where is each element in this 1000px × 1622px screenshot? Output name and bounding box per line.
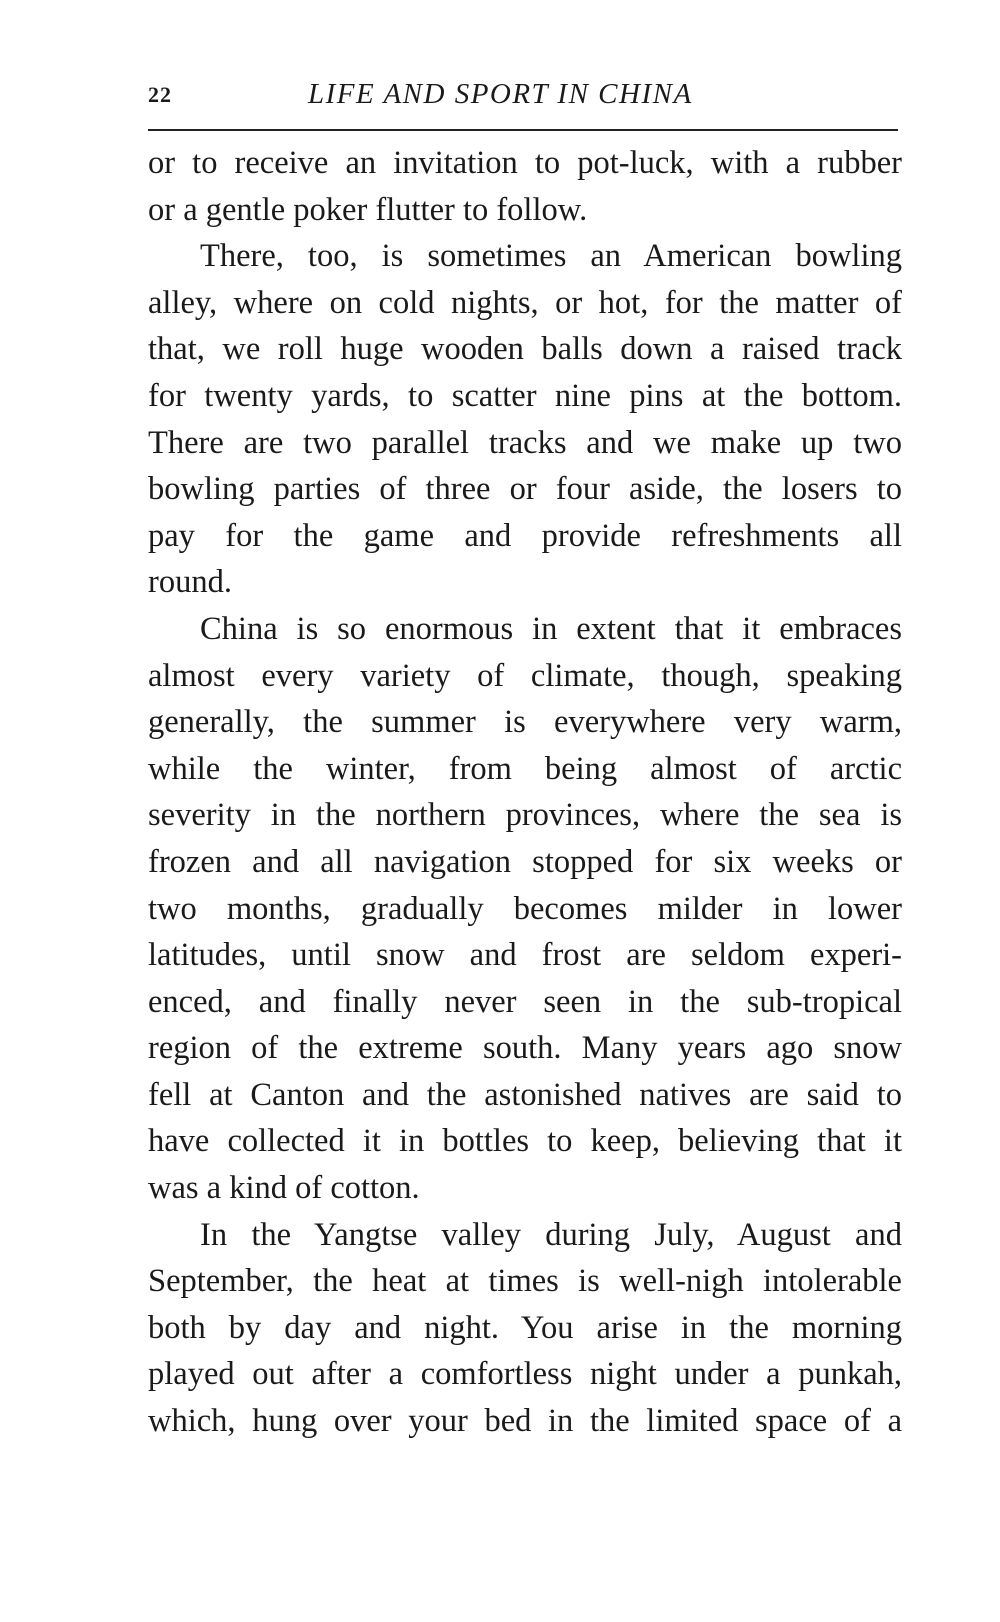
text-line: China is so enormous in extent that it embraces (200, 610, 902, 647)
text-line: region of the extreme south. Many years ago snow (148, 1030, 902, 1067)
text-line: for twenty yards, to scatter nine pins at the bottom. (148, 377, 902, 414)
text-line: severity in the northern provinces, where the sea is (148, 797, 902, 834)
text-line: both by day and night. You arise in the morning (148, 1309, 902, 1346)
text-line: fell at Canton and the astonished natives are said to (148, 1076, 902, 1113)
text-line: In the Yangtse valley during July, August and (200, 1216, 902, 1253)
text-line: September, the heat at times is well-nigh intolerable (148, 1263, 902, 1300)
text-line: that, we roll huge wooden balls down a raised track (148, 331, 902, 368)
text-line: while the winter, from being almost of arctic (148, 750, 902, 787)
running-head (148, 78, 898, 118)
header-rule (148, 129, 898, 131)
page-number: 22 (148, 82, 172, 107)
text-line: There are two parallel tracks and we make up two (148, 424, 902, 461)
text-line: frozen and all navigation stopped for six weeks or (148, 843, 902, 880)
text-line: bowling parties of three or four aside, the losers to (148, 471, 902, 508)
text-line: or to receive an invitation to pot-luck, with a rubber (148, 145, 902, 181)
text-line: which, hung over your bed in the limited space of a (148, 1403, 902, 1440)
text-line: generally, the summer is everywhere very warm, (148, 704, 902, 741)
running-title: LIFE AND SPORT IN CHINA (308, 78, 693, 110)
text-line: pay for the game and provide refreshments all (148, 517, 902, 554)
text-line: played out after a comfortless night under a punkah, (148, 1356, 902, 1393)
text-line: almost every variety of climate, though, speaking (148, 657, 902, 694)
text-line: alley, where on cold nights, or hot, for the matter of (148, 284, 902, 321)
text-line: or a gentle poker flutter to follow. (148, 191, 588, 228)
text-line: round. (148, 564, 232, 601)
text-line: There, too, is sometimes an American bowling (200, 238, 902, 275)
text-line: enced, and finally never seen in the sub-tropical (148, 983, 902, 1020)
text-line: two months, gradually becomes milder in lower (148, 890, 902, 927)
text-line: have collected it in bottles to keep, believing that it (148, 1123, 902, 1160)
text-line: latitudes, until snow and frost are seldom experi- (148, 937, 902, 974)
text-line: was a kind of cotton. (148, 1170, 420, 1207)
body-text (148, 140, 902, 1445)
